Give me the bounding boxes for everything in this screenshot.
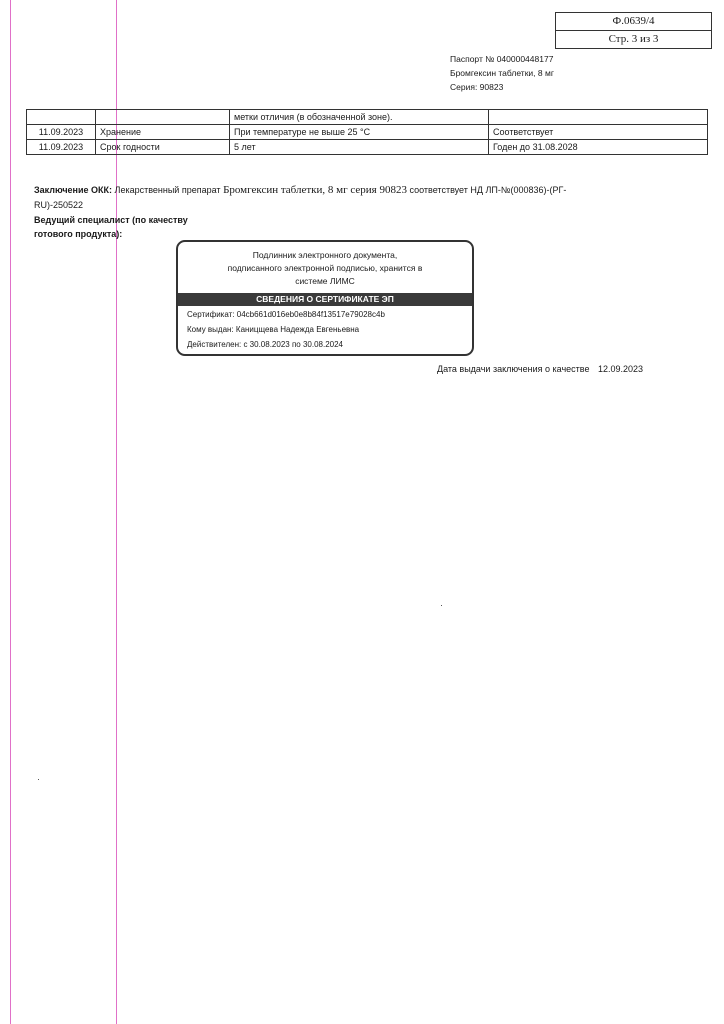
stamp-header-line: Подлинник электронного документа, [252,250,398,260]
stamp-certificate-id: Сертификат: 04cb661d016eb0e8b84f13517e79028c4b [187,310,385,319]
issue-date-value: 12.09.2023 [597,364,644,374]
stamp-header-line: подписанного электронной подписью, хранится в [227,263,423,273]
conclusion-label: Заключение ОКК: [34,185,113,195]
conclusion-product: Бромгексин таблетки, 8 мг серия 90823 [223,184,407,196]
scan-speck [38,779,39,780]
stamp-validity: Действителен: с 30.08.2023 по 30.08.2024 [187,340,343,349]
issue-date-label: Дата выдачи заключения о качестве [437,364,590,374]
cell-date: 11.09.2023 [27,125,96,140]
cell-result: Годен до 31.08.2028 [489,140,708,155]
e-signature-stamp [176,240,474,356]
stamp-header-line: системе ЛИМС [295,276,355,286]
stamp-issued-to: Кому выдан: Каницщева Надежда Евгеньевна [187,325,360,334]
cell-date [27,110,96,125]
cell-date: 11.09.2023 [27,140,96,155]
specialist-label: Ведущий специалист (по качеству готового продукта): [34,215,188,239]
cell-result [489,110,708,125]
passport-series: Серия: 90823 [450,82,504,92]
cell-requirement: метки отличия (в обозначенной зоне). [230,110,489,125]
form-code-box [555,12,712,49]
scan-speck [441,605,442,606]
passport-header [450,52,554,94]
stamp-certificate-bar: СВЕДЕНИЯ О СЕРТИФИКАТЕ ЭП [178,293,472,306]
passport-product: Бромгексин таблетки, 8 мг [450,68,554,78]
stamp-header [178,242,472,286]
conclusion-text-before: Лекарственный препарат [114,185,221,195]
cell-characteristic [96,110,230,125]
table-row [27,140,708,155]
passport-number: Паспорт № 040000448177 [450,54,554,64]
table-row [27,110,708,125]
conclusion-text-after: соответствует НД ЛП-№(000836)-(РГ-RU)-250522 [34,185,567,210]
form-code: Ф.0639/4 [612,15,655,27]
cell-result: Соответствует [489,125,708,140]
cell-requirement: При температуре не выше 25 °С [230,125,489,140]
quality-table [26,109,708,155]
qc-conclusion [34,183,574,213]
cell-characteristic: Срок годности [96,140,230,155]
margin-line-left [10,0,11,1024]
cell-requirement: 5 лет [230,140,489,155]
cell-characteristic: Хранение [96,125,230,140]
page-number: Стр. 3 из 3 [556,30,711,48]
table-row [27,125,708,140]
issue-date-line [437,364,643,374]
